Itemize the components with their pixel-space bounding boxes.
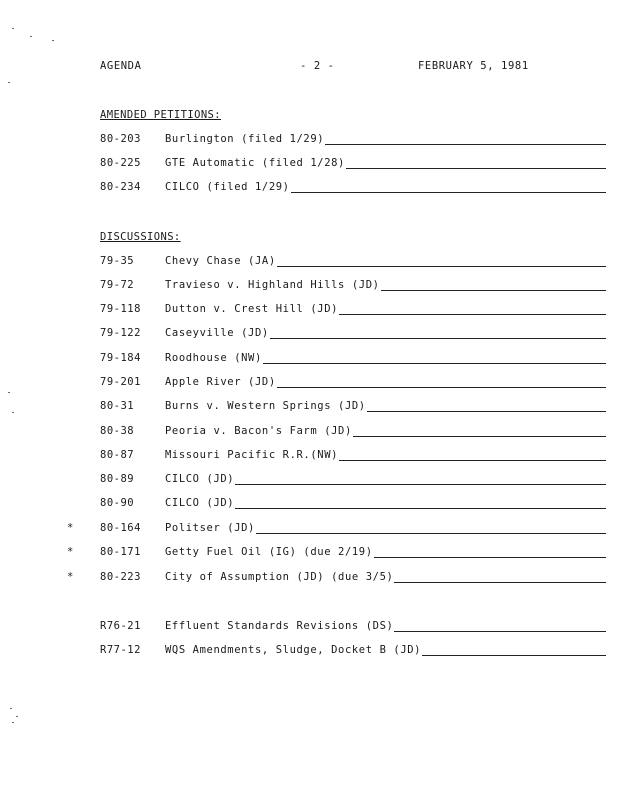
- fill-line: [346, 158, 606, 169]
- header-title: AGENDA: [100, 60, 142, 72]
- case-description: CILCO (filed 1/29): [165, 181, 290, 193]
- fill-line: [235, 474, 606, 485]
- scan-speck: [8, 392, 10, 393]
- docket-number: 79-118: [100, 303, 141, 315]
- case-description: Burns v. Western Springs (JD): [165, 400, 366, 412]
- fill-line: [339, 304, 606, 315]
- agenda-row: [0, 376, 618, 392]
- agenda-row: [0, 449, 618, 465]
- case-description: Effluent Standards Revisions (DS): [165, 620, 394, 632]
- docket-number: 80-234: [100, 181, 141, 193]
- agenda-row: [0, 400, 618, 416]
- case-description: CILCO (JD): [165, 473, 235, 485]
- fill-line: [235, 498, 606, 509]
- case-description: Travieso v. Highland Hills (JD): [165, 279, 380, 291]
- case-description: Roodhouse (NW): [165, 352, 262, 364]
- agenda-row: [0, 620, 618, 636]
- agenda-row: [0, 181, 618, 197]
- priority-marker: *: [67, 571, 74, 583]
- priority-marker: *: [67, 522, 74, 534]
- fill-line: [277, 256, 606, 267]
- docket-number: 80-171: [100, 546, 141, 558]
- agenda-row: [0, 546, 618, 562]
- docket-number: 79-35: [100, 255, 135, 267]
- fill-line: [339, 450, 606, 461]
- fill-line: [367, 401, 606, 412]
- scan-speck: [8, 82, 10, 83]
- case-description: Chevy Chase (JA): [165, 255, 276, 267]
- docket-number: R76-21: [100, 620, 141, 632]
- agenda-row: [0, 497, 618, 513]
- agenda-row: [0, 352, 618, 368]
- fill-line: [256, 523, 606, 534]
- scan-speck: [16, 716, 18, 717]
- case-description: Getty Fuel Oil (IG) (due 2/19): [165, 546, 373, 558]
- docket-number: 80-87: [100, 449, 135, 461]
- fill-line: [277, 377, 606, 388]
- docket-number: 80-89: [100, 473, 135, 485]
- scan-speck: [10, 708, 12, 709]
- fill-line: [270, 328, 606, 339]
- docket-number: 80-203: [100, 133, 141, 145]
- agenda-row: [0, 133, 618, 149]
- fill-line: [422, 645, 606, 656]
- docket-number: 80-38: [100, 425, 135, 437]
- section-title-amended-petitions: AMENDED PETITIONS:: [100, 109, 221, 121]
- case-description: Apple River (JD): [165, 376, 276, 388]
- fill-line: [374, 547, 606, 558]
- docket-number: 80-225: [100, 157, 141, 169]
- header-date: FEBRUARY 5, 1981: [418, 60, 529, 72]
- docket-number: 80-90: [100, 497, 135, 509]
- scan-speck: [30, 36, 32, 37]
- fill-line: [325, 134, 606, 145]
- docket-number: 79-122: [100, 327, 141, 339]
- scan-speck: [12, 722, 14, 723]
- agenda-row: [0, 303, 618, 319]
- fill-line: [353, 426, 606, 437]
- case-description: Missouri Pacific R.R.(NW): [165, 449, 339, 461]
- section-title-discussions: DISCUSSIONS:: [100, 231, 181, 243]
- scan-speck: [12, 28, 14, 29]
- docket-number: 80-31: [100, 400, 135, 412]
- case-description: Burlington (filed 1/29): [165, 133, 325, 145]
- fill-line: [263, 353, 606, 364]
- agenda-row: [0, 571, 618, 587]
- case-description: Caseyville (JD): [165, 327, 269, 339]
- case-description: Peoria v. Bacon's Farm (JD): [165, 425, 352, 437]
- fill-line: [394, 621, 606, 632]
- docket-number: 79-201: [100, 376, 141, 388]
- case-description: GTE Automatic (filed 1/28): [165, 157, 345, 169]
- agenda-row: [0, 157, 618, 173]
- agenda-row: [0, 473, 618, 489]
- priority-marker: *: [67, 546, 74, 558]
- docket-number: 80-164: [100, 522, 141, 534]
- agenda-row: [0, 425, 618, 441]
- page-header: [0, 60, 618, 74]
- scan-speck: [12, 412, 14, 413]
- agenda-row: [0, 279, 618, 295]
- fill-line: [291, 182, 606, 193]
- case-description: CILCO (JD): [165, 497, 235, 509]
- scan-speck: [52, 40, 54, 41]
- agenda-row: [0, 522, 618, 538]
- case-description: WQS Amendments, Sludge, Docket B (JD): [165, 644, 422, 656]
- case-description: City of Assumption (JD) (due 3/5): [165, 571, 394, 583]
- fill-line: [394, 572, 606, 583]
- docket-number: 79-72: [100, 279, 135, 291]
- agenda-row: [0, 255, 618, 271]
- agenda-row: [0, 644, 618, 660]
- docket-number: R77-12: [100, 644, 141, 656]
- fill-line: [381, 280, 606, 291]
- agenda-row: [0, 327, 618, 343]
- docket-number: 79-184: [100, 352, 141, 364]
- page-number: - 2 -: [300, 60, 335, 72]
- docket-number: 80-223: [100, 571, 141, 583]
- case-description: Dutton v. Crest Hill (JD): [165, 303, 339, 315]
- case-description: Politser (JD): [165, 522, 255, 534]
